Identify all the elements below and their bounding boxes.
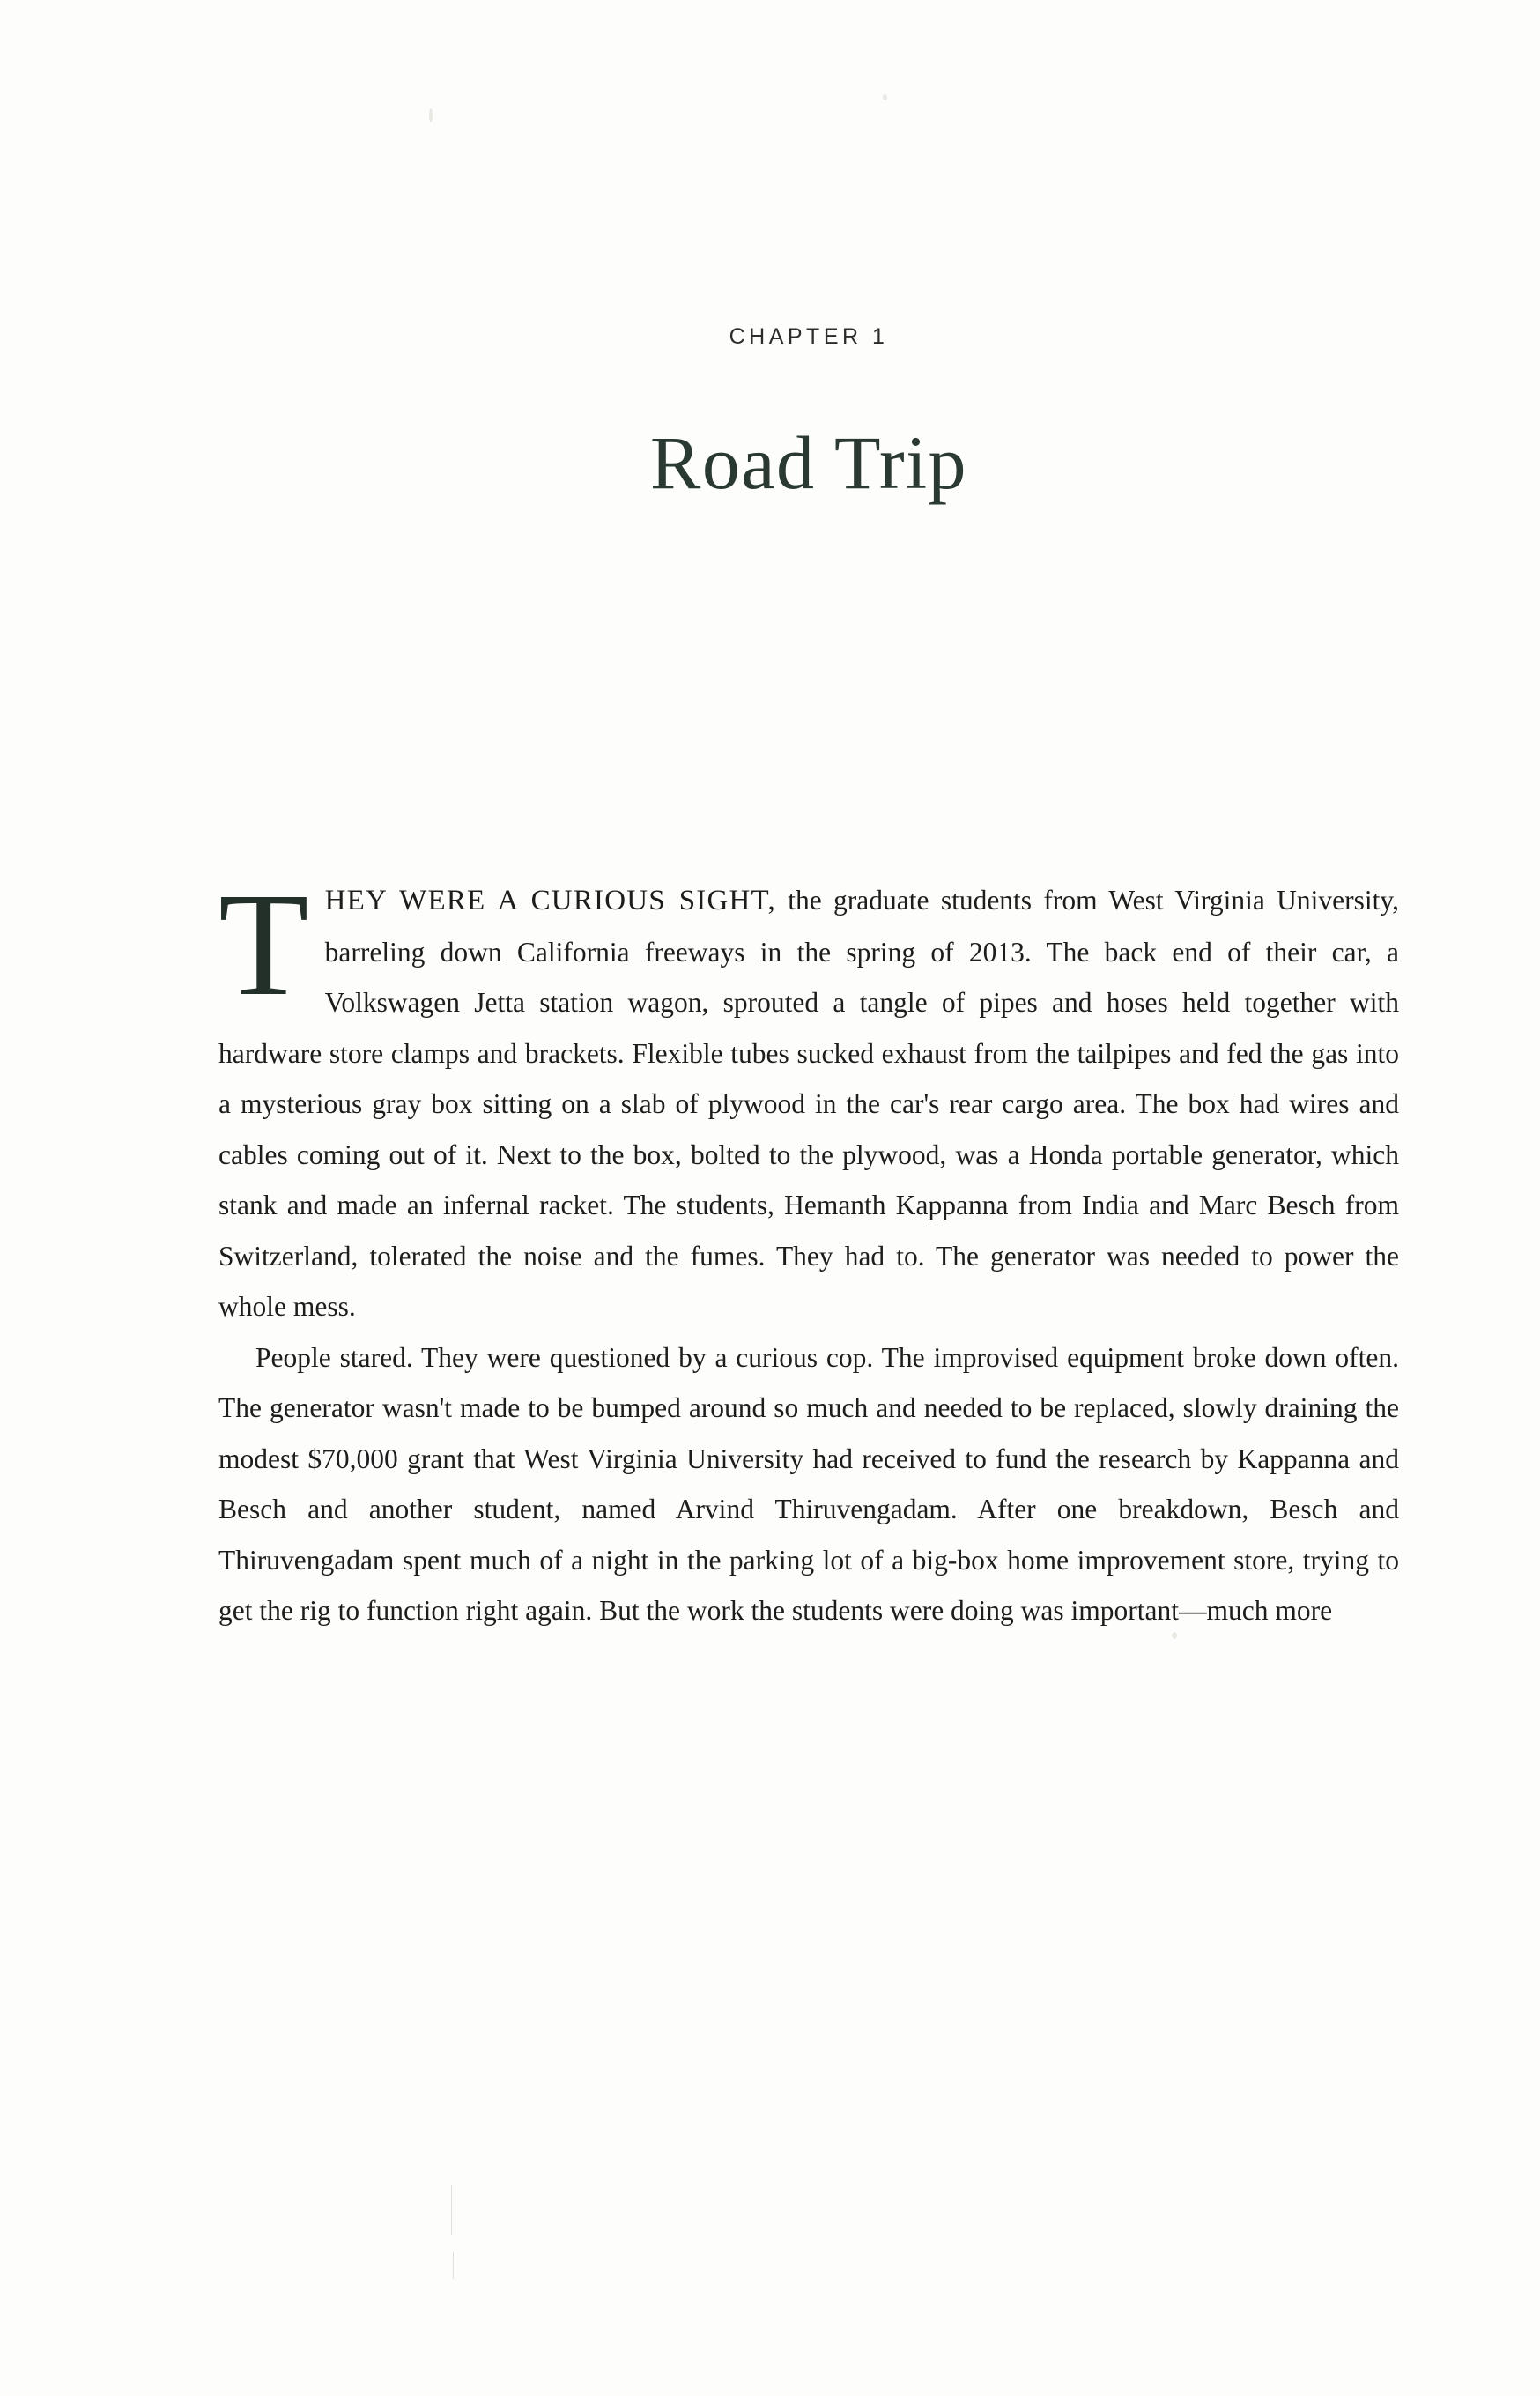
paragraph-2 [218, 1332, 1399, 1636]
paragraph-1 [218, 875, 1399, 1332]
chapter-label: CHAPTER 1 [729, 324, 889, 349]
page-text-column [218, 0, 1399, 2396]
body-text [218, 875, 1399, 1636]
paragraph-1-text: the graduate students from West Virginia University, barreling down California freeways in the spring of 2013. The back end of their car, a Volkswagen Jetta station wagon, sprouted a tangle of pipes and hoses held together with hardware store clamps and brackets. Flexible tubes sucked exhaust from the tailpipes and fed the gas into a mysterious gray box sitting on a slab of plywood in the car's rear cargo area. The box had wires and cables coming out of it. Next to the box, bolted to the plywood, was a Honda portable generator, which stank and made an infernal racket. The students, Hemanth Kappanna from India and Marc Besch from Switzerland, tolerated the noise and the fumes. They had to. The generator was needed to power the whole mess. [218, 885, 1399, 1322]
page-title: Road Trip [649, 420, 968, 505]
paragraph-2-text: People stared. They were questioned by a curious cop. The improvised equipment broke down often. The generator wasn't made to be bumped around so much and needed to be replaced, slowly draining the modest $70,000 grant that West Virginia University had received to fund the research by Kappanna and Besch and another student, named Arvind Thiruvengadam. After one breakdown, Besch and Thiruvengadam spent much of a night in the parking lot of a big-box home improvement store, trying to get the rig to function right again. But the work the students were doing was important—much more [218, 1341, 1399, 1626]
opening-smallcaps: HEY WERE A CURIOUS SIGHT, [324, 885, 776, 916]
drop-cap: T [218, 875, 309, 1027]
